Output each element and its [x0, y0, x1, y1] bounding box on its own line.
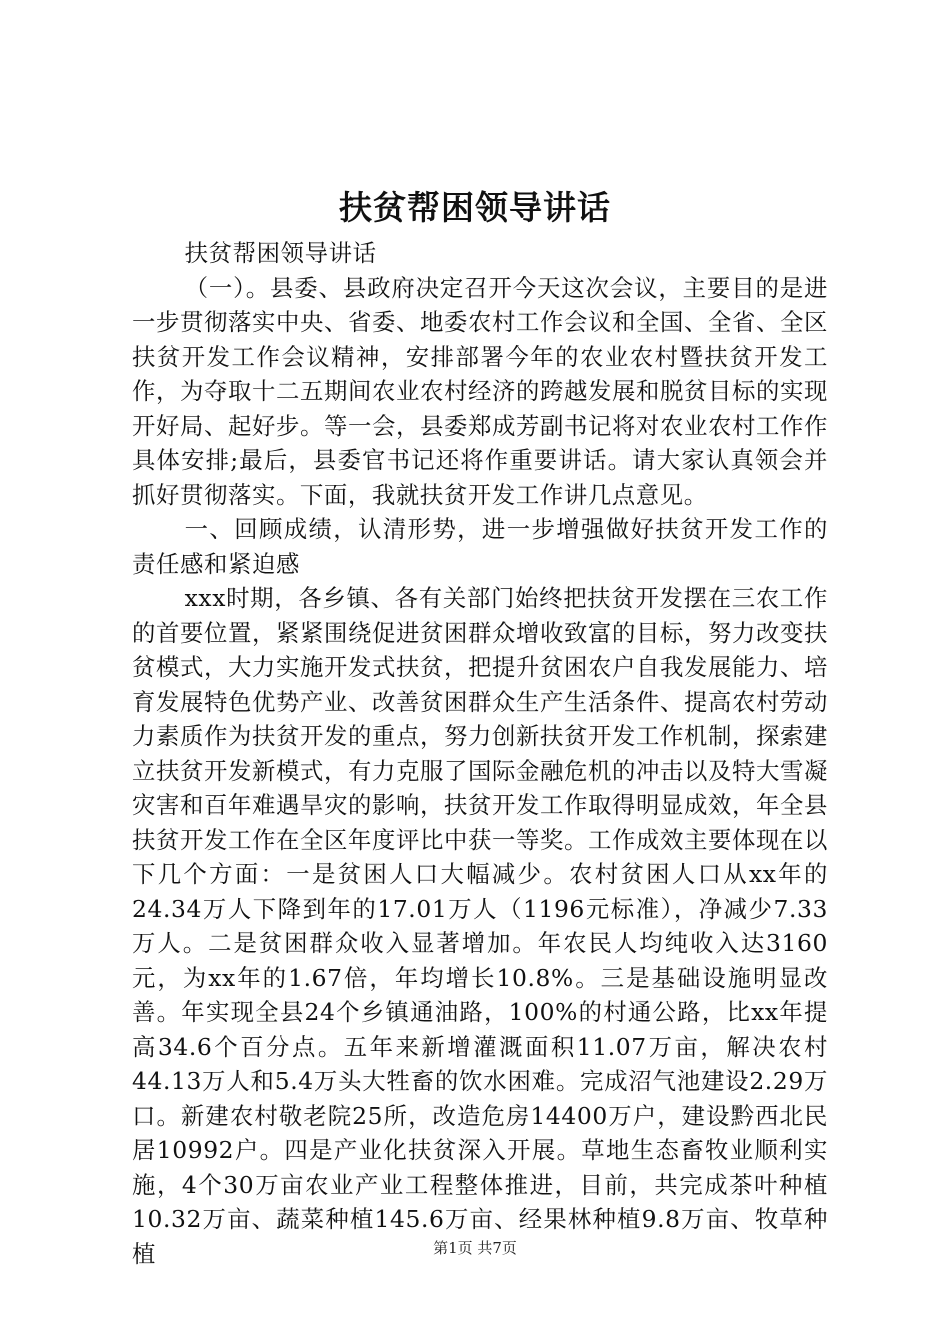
body-paragraph-subtitle: 扶贫帮困领导讲话	[184, 239, 377, 267]
body-paragraph-achievements: xxx时期，各乡镇、各有关部门始终把扶贫开发摆在三农工作的首要位置，紧紧围绕促进贫困群众增收致富的目标，努力改变扶贫模式，大力实施开发式扶贫，把提升贫困农户自我发展能力、培育发展特色优势产业、改善贫困群众生产生活条件、提高农村劳动力素质作为扶贫开发的重点，努力创新扶贫开发工作机制，探索建立扶贫开发新模式，有力克服了国际金融危机的冲击以及特大雪凝灾害和百年难遇旱灾的影响，扶贫开发工作取得明显成效，年全县扶贫开发工作在全区年度评比中获一等奖。工作成效主要体现在以下几个方面：一是贫困人口大幅减少。农村贫困人口从xx年的24.34万人下降到年的17.01万人（1196元标准），净减少7.33万人。二是贫困群众收入显著增加。年农民人均纯收入达3160元，为xx年的1.67倍，年均增长10.8%。三是基础设施明显改善。年实现全县24个乡镇通油路，100%的村通公路，比xx年提高34.6个百分点。五年来新增灌溉面积11.07万亩，解决农村44.13万人和5.4万头大牲畜的饮水困难。完成沼气池建设2.29万口。新建农村敬老院25所，改造危房14400万户，建设黔西北民居10992户。四是产业化扶贫深入开展。草地生态畜牧业顺利实施，4个30万亩农业产业工程整体推进，目前，共完成茶叶种植10.32万亩、蔬菜种植145.6万亩、经果林种植9.8万亩、牧草种植	[132, 584, 828, 1268]
body-paragraph-intro: （一）。县委、县政府决定召开今天这次会议，主要目的是进一步贯彻落实中央、省委、地委农村工作会议和全国、全省、全区扶贫开发工作会议精神，安排部署今年的农业农村暨扶贫开发工作，为夺取十二五期间农业农村经济的跨越发展和脱贫目标的实现开好局、起好步。等一会，县委郑成芳副书记将对农业农村工作作具体安排;最后，县委官书记还将作重要讲话。请大家认真领会并抓好贯彻落实。下面，我就扶贫开发工作讲几点意见。	[132, 273, 828, 509]
page-number-footer: 第1页 共7页	[433, 1239, 517, 1257]
document-body	[132, 236, 828, 1271]
section-heading-1: 一、回顾成绩，认清形势，进一步增强做好扶贫开发工作的责任感和紧迫感	[132, 515, 828, 578]
page-title: 扶贫帮困领导讲话	[339, 188, 611, 227]
